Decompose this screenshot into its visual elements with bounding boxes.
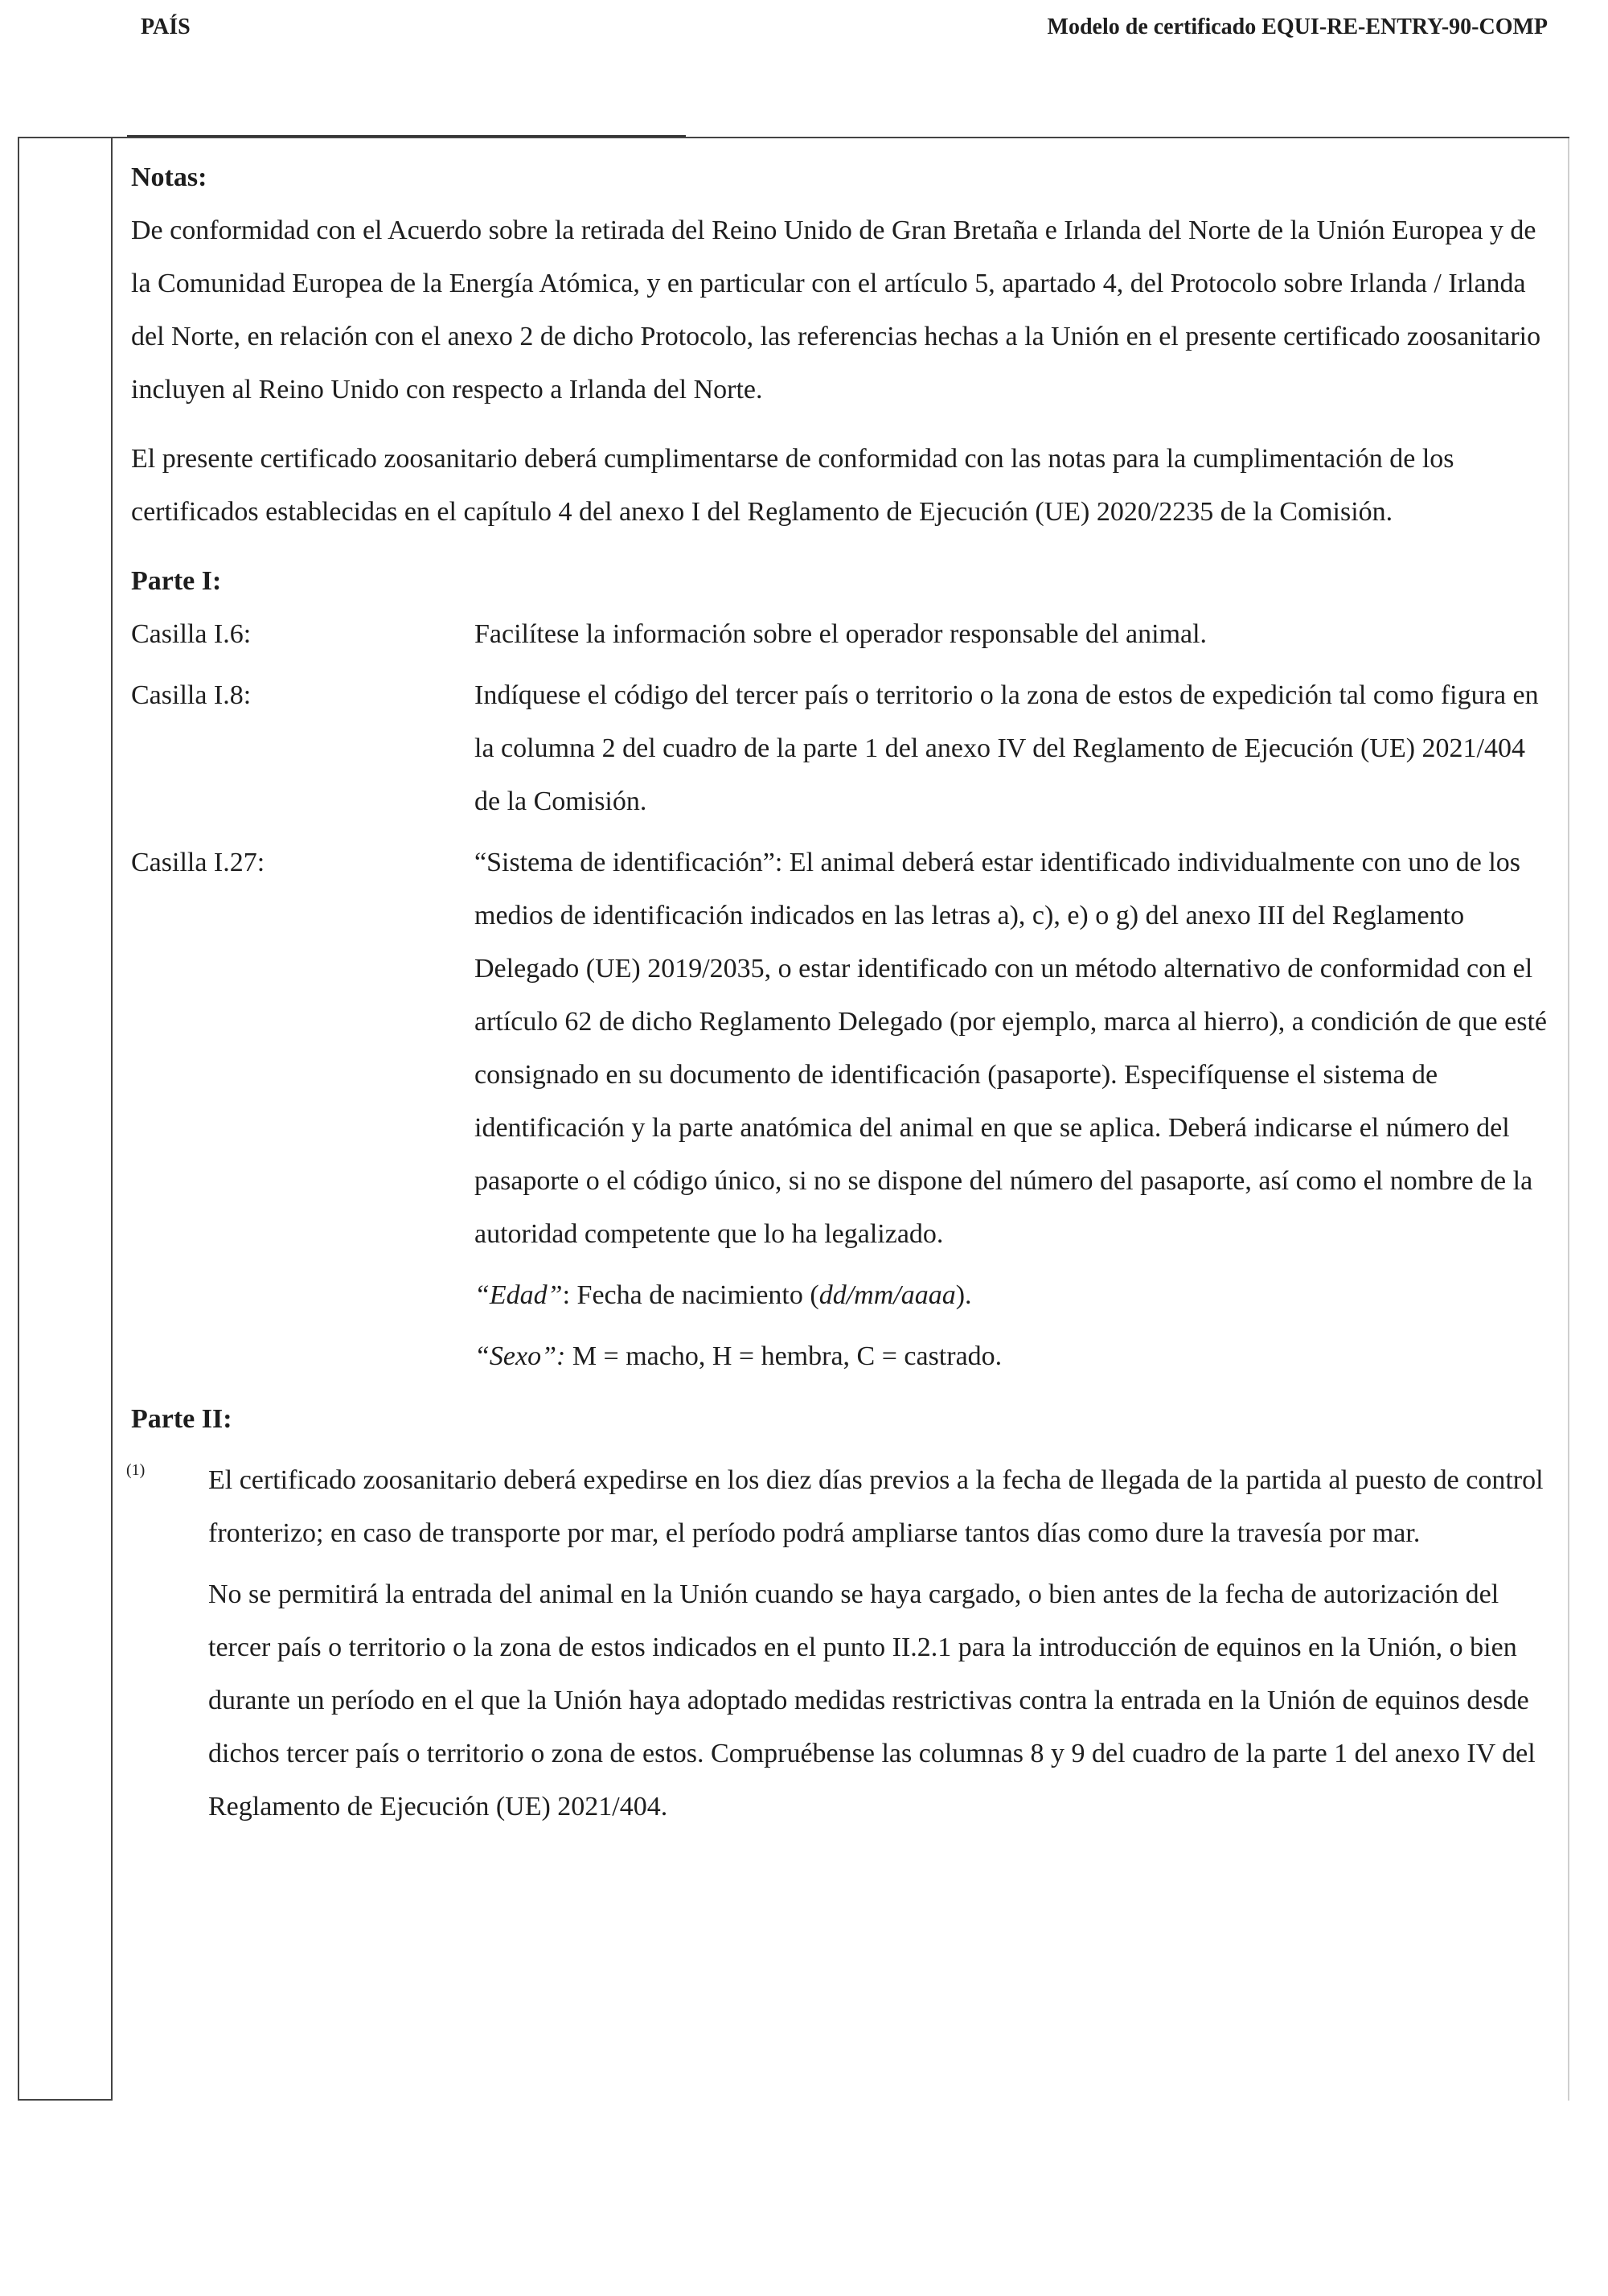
box-text: Indíquese el código del tercer país o territorio o la zona de estos de expedición tal como figura en la columna 2 del cuadro de la parte 1 del anexo IV del Reglamento de Ejecución (UE) 2021/404 de la Comisión. xyxy=(474,680,1539,816)
box-row-i6 xyxy=(131,608,1554,661)
box-text: “Sistema de identificación”: El animal deberá estar identificado individualmente con uno de los medios de identificación indicados en las letras a), c), e) o g) del anexo III del Reglamento Delegado (UE) 2019/2035, o estar identificado con un método alternativo de conformidad con el artículo 62 de dicho Reglamento Delegado (por ejemplo, marca al hierro), a condición de que esté consignado en su documento de identificación (pasaporte). Especifíquense el sistema de identificación y la parte anatómica del animal en que se aplica. Deberá indicarse el número del pasaporte o el código único, si no se dispone del número del pasaporte, así como el nombre de la autoridad competente que lo ha legalizado. xyxy=(474,848,1547,1249)
box-label: Casilla I.6: xyxy=(131,619,252,649)
footnote-marker: (1) xyxy=(126,1461,146,1479)
notes-heading: Notas: xyxy=(131,162,207,192)
footnote-body xyxy=(208,1454,1554,1834)
part-1-heading: Parte I: xyxy=(131,566,222,596)
box-label: Casilla I.8: xyxy=(131,680,252,710)
age-close: ). xyxy=(955,1280,972,1310)
right-border-rule xyxy=(1568,138,1569,2101)
notes-paragraph-1: De conformidad con el Acuerdo sobre la retirada del Reino Unido de Gran Bretaña e Irlanda del Norte de la Unión Europea y de la Comunidad Europea de la Energía Atómica, y en particular con el artículo 5, apartado 4, del Protocolo sobre Irlanda / Irlanda del Norte, en relación con el anexo 2 de dicho Protocolo, las referencias hechas a la Unión en el presente certificado zoosanitario incluyen al Reino Unido con respecto a Irlanda del Norte. xyxy=(131,216,1541,405)
header-certificate-model: Modelo de certificado EQUI-RE-ENTRY-90-COMP xyxy=(1047,14,1548,39)
footnote-paragraph-2: No se permitirá la entrada del animal en la Unión cuando se haya cargado, o bien antes de la fecha de autorización del tercer país o territorio o la zona de estos indicados en el punto II.2.1 para la introducción de equinos en la Unión, o bien durante un período en el que la Unión haya adoptado medidas restrictivas contra la entrada en la Unión de equinos desde dichos tercer país o territorio o zona de estos. Compruébense las columnas 8 y 9 del cuadro de la parte 1 del anexo IV del Reglamento de Ejecución (UE) 2021/404. xyxy=(208,1579,1536,1822)
footnote-1 xyxy=(126,1454,1554,1834)
header-country: PAÍS xyxy=(141,14,191,39)
footnote-paragraph-1: El certificado zoosanitario deberá expedirse en los diez días previos a la fecha de llegada de la partida al puesto de control fronterizo; en caso de transporte por mar, el período podrá ampliarse tantos días como dure la travesía por mar. xyxy=(208,1465,1544,1548)
part-2-heading: Parte II: xyxy=(131,1404,232,1434)
box-row-i27 xyxy=(131,836,1554,1383)
left-margin-column xyxy=(18,138,113,2101)
box-row-i8 xyxy=(131,669,1554,828)
age-line xyxy=(474,1269,1554,1322)
box-text-group xyxy=(474,836,1554,1383)
certificate-notes-body xyxy=(126,151,1554,1834)
notes-paragraph-2: El presente certificado zoosanitario deberá cumplimentarse de conformidad con las notas para la cumplimentación de los certificados establecidas en el capítulo 4 del anexo I del Reglamento de Ejecución (UE) 2020/2235 de la Comisión. xyxy=(131,444,1454,527)
notes-separator-line xyxy=(127,135,686,137)
box-text: Facilítese la información sobre el operador responsable del animal. xyxy=(474,619,1208,649)
sex-label: “Sexo”: xyxy=(474,1341,566,1371)
sex-text: M = macho, H = hembra, C = castrado. xyxy=(565,1341,1003,1371)
age-text: : Fecha de nacimiento ( xyxy=(562,1280,819,1310)
box-label: Casilla I.27: xyxy=(131,848,265,877)
age-label: “Edad” xyxy=(474,1280,563,1310)
sex-line xyxy=(474,1330,1554,1383)
age-format: dd/mm/aaaa xyxy=(818,1280,956,1310)
